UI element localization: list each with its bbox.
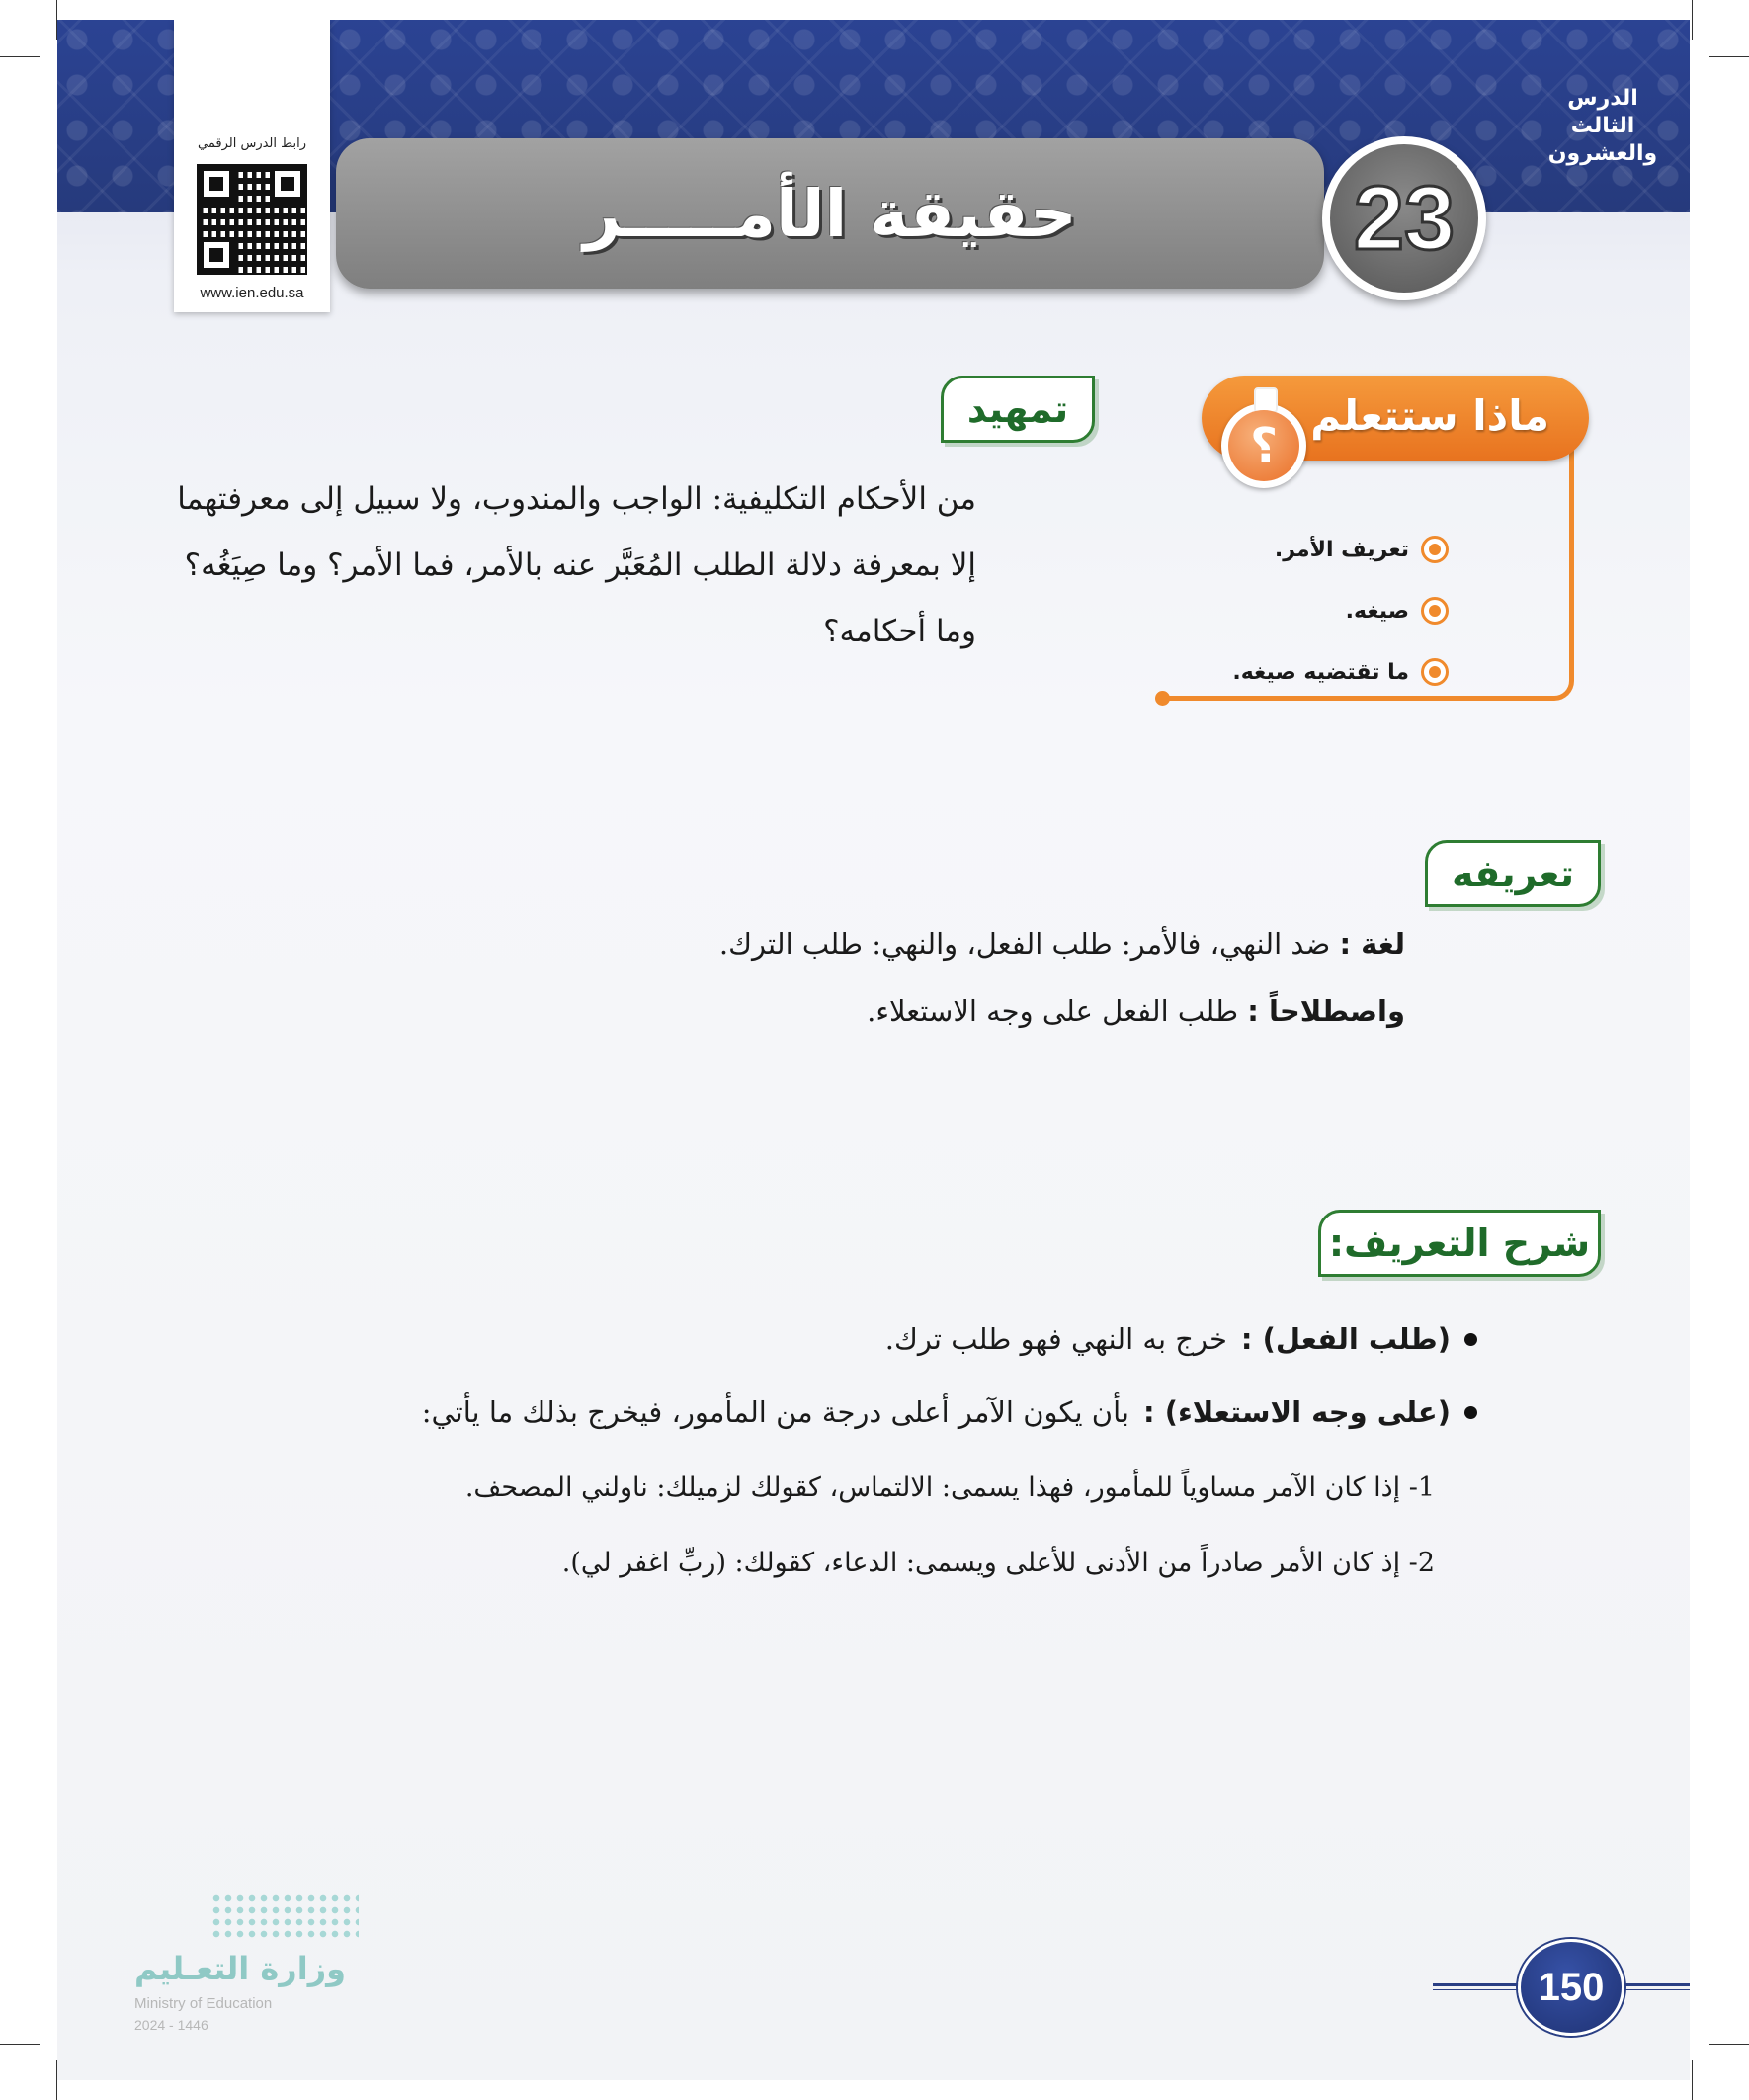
page-number-rule — [1621, 1989, 1690, 1990]
explanation-heading: شرح التعريف: — [1318, 1210, 1601, 1277]
ministry-logo: وزارة التعـليم Ministry of Education 2024 - 1446 — [97, 1892, 364, 2065]
lesson-ordinal: الدرس الثالث والعشرون — [1547, 86, 1658, 166]
qr-url[interactable]: www.ien.edu.sa — [200, 285, 304, 301]
bullet-icon — [1464, 1333, 1477, 1346]
explanation-item: (على وجه الاستعلاء) : بأن يكون الآمر أعلى درجة من المأمور، فيخرج بذلك ما يأتي: — [422, 1395, 1477, 1429]
crop-mark — [0, 2044, 40, 2045]
qr-label: رابط الدرس الرقمي — [198, 136, 306, 151]
explanation-sub-item: 2- إذ كان الأمر صادراً من الأدنى للأعلى ويسمى: الدعاء، كقولك: (ربِّ اغفر لي). — [561, 1548, 1435, 1578]
crop-mark — [1709, 56, 1749, 57]
textbook-page — [57, 20, 1690, 2080]
definition-heading: تعريفه — [1425, 840, 1601, 907]
crop-mark — [1692, 2060, 1693, 2100]
digital-lesson-card[interactable] — [174, 20, 330, 312]
target-bullet-icon — [1421, 658, 1449, 686]
explanation-sub-item: 1- إذا كان الآمر مساوياً للمأمور، فهذا يسمى: الالتماس، كقولك لزميلك: ناولني المصحف. — [464, 1472, 1435, 1503]
question-mark-icon: ؟ — [1221, 403, 1306, 488]
learn-item: صيغه. — [1053, 580, 1449, 641]
learn-item: تعريف الأمر. — [1053, 519, 1449, 580]
explanation-item: (طلب الفعل) : خرج به النهي فهو طلب ترك. — [885, 1322, 1477, 1356]
lesson-title-text: حقيقة الأمـــــر — [583, 175, 1077, 252]
definition-technical: واصطلاحاً : طلب الفعل على وجه الاستعلاء. — [867, 994, 1405, 1028]
page-number-rule — [1621, 1983, 1690, 1986]
bullet-icon — [1464, 1406, 1477, 1419]
intro-heading: تمهيد — [941, 376, 1095, 443]
lesson-title — [336, 138, 1324, 289]
target-bullet-icon — [1421, 536, 1449, 563]
crop-mark — [1709, 2044, 1749, 2045]
learn-heading: ماذا ستتعلم — [1202, 376, 1589, 461]
learn-list — [1053, 519, 1449, 703]
crop-mark — [0, 56, 40, 57]
page-number-rule — [1433, 1983, 1522, 1986]
ministry-dots-icon — [210, 1892, 359, 1940]
intro-paragraph: من الأحكام التكليفية: الواجب والمندوب، ولا سبيل إلى معرفتهما إلا بمعرفة دلالة الطلب المُعَبَّر عنه بالأمر، فما الأمر؟ وما صِيَغُه؟ وما أحكامه؟ — [177, 481, 976, 649]
target-bullet-icon — [1421, 597, 1449, 625]
definition-linguistic: لغة : ضد النهي، فالأمر: طلب الفعل، والنهي: طلب الترك. — [718, 927, 1405, 961]
page-number: 150 — [1518, 1939, 1624, 2036]
qr-code-icon[interactable] — [199, 166, 305, 273]
learn-item: ما تقتضيه صيغه. — [1053, 641, 1449, 703]
page-number-rule — [1433, 1989, 1522, 1990]
lesson-number-badge: 23 — [1322, 136, 1486, 300]
crop-mark — [1692, 0, 1693, 40]
